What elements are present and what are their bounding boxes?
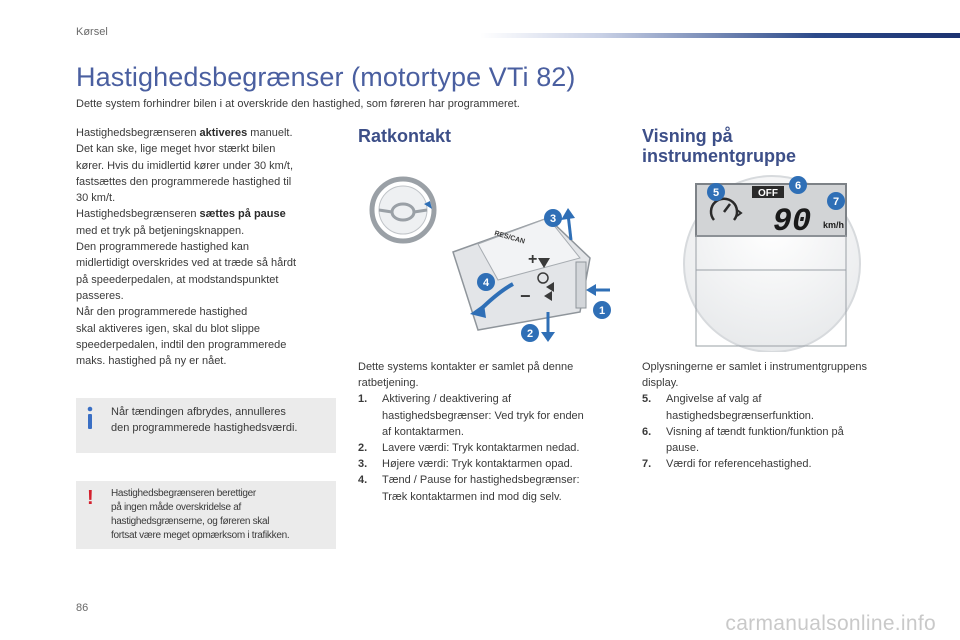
list-line: af kontaktarmen.: [382, 425, 464, 438]
callout-number: 4: [482, 277, 490, 289]
callout-1: [586, 284, 611, 319]
callout-5: [707, 183, 725, 201]
list-number: 4.: [358, 474, 368, 487]
heading-line: Visning på: [642, 126, 733, 146]
list-item: [358, 391, 620, 440]
body-line: Den programmerede hastighed kan: [76, 241, 250, 254]
steering-stalk-illustration: [358, 172, 620, 352]
callout-number: 5: [712, 187, 720, 199]
list-number: 6.: [642, 425, 652, 438]
list-number: 5.: [642, 393, 652, 406]
list-item: [642, 391, 904, 423]
body-line: passeres.: [76, 289, 124, 302]
ratkontakt-description: [358, 359, 620, 505]
list-line: hastighedsbegrænser: Ved tryk for enden: [382, 409, 584, 422]
section-header: Kørsel: [76, 26, 108, 38]
list-text: [666, 424, 844, 456]
body-line: Det kan ske, lige meget hvor stærkt bilen: [76, 143, 276, 156]
list-text: [382, 391, 584, 440]
desc-intro: Oplysningerne er samlet i instrumentgruppens: [642, 361, 868, 373]
list-line: Tænd / Pause for hastighedsbegrænser:: [382, 474, 580, 487]
body-line: kører. Hvis du imidlertid kører under 30 km/t,: [76, 159, 294, 172]
warning-line: på ingen måde overskridelse af: [111, 502, 241, 513]
desc-intro: display.: [642, 377, 679, 390]
heading-line: instrumentgruppe: [642, 146, 797, 166]
body-line: med et tryk på betjeningsknappen.: [76, 224, 245, 237]
page-title: Hastighedsbegrænser (motortype VTi 82): [76, 62, 576, 92]
callout-6: [789, 176, 807, 194]
res-can-label: RES/CAN: [493, 230, 526, 246]
page-number: 86: [76, 602, 89, 614]
speed-unit: km/h: [823, 220, 845, 230]
list-line: Lavere værdi: Tryk kontaktarmen nedad.: [382, 442, 580, 455]
warning-text: [111, 487, 289, 543]
body-line: [76, 125, 338, 141]
body-text: Hastighedsbegrænseren: [76, 208, 200, 221]
warning-note: [76, 481, 336, 549]
body-line: 30 km/t.: [76, 192, 116, 205]
body-line: maks. hastighed på ny er nået.: [76, 355, 227, 368]
off-label: OFF: [758, 188, 778, 199]
body-text: manuelt.: [247, 127, 293, 139]
list-line: Højere værdi: Tryk kontaktarmen opad.: [382, 458, 573, 471]
body-bold: sættes på pause: [199, 208, 286, 221]
warning-line: hastighedsgrænserne, og føreren skal: [111, 516, 270, 527]
info-line: Når tændingen afbrydes, annulleres: [111, 406, 286, 418]
info-icon: [85, 406, 95, 430]
instrument-display-illustration: [642, 172, 904, 352]
callout-number: 6: [794, 180, 802, 192]
list-item: [642, 456, 904, 472]
list-line: Angivelse af valg af: [666, 393, 762, 406]
visning-heading: [642, 126, 796, 166]
info-note: [76, 398, 336, 453]
list-line: Værdi for referencehastighed.: [666, 458, 812, 471]
list-item: [642, 424, 904, 456]
body-line: speederpedalen, indtil den programmerede: [76, 338, 287, 351]
callout-7: [827, 192, 845, 210]
body-line: på speederpedalen, at modstandspunktet: [76, 273, 279, 286]
info-text: [111, 404, 298, 436]
warning-line: Hastighedsbegrænseren berettiger: [111, 488, 256, 499]
list-line: pause.: [666, 442, 700, 455]
column-left-body: [76, 125, 338, 369]
visning-description: [642, 359, 904, 472]
list-line: Visning af tændt funktion/funktion på: [666, 425, 844, 438]
warning-line: fortsat være meget opmærksom i trafikken.: [111, 530, 290, 541]
list-number: 3.: [358, 458, 368, 471]
list-text: [666, 391, 814, 423]
minus-symbol: −: [520, 286, 531, 306]
list-line: hastighedsbegrænserfunktion.: [666, 409, 814, 422]
list-line: Aktivering / deaktivering af: [382, 393, 512, 406]
warning-icon: !: [87, 487, 94, 509]
body-line: midlertidigt overskrides ved at træde så hårdt: [76, 257, 297, 270]
callout-number: 7: [832, 196, 840, 208]
callout-number: 1: [598, 305, 606, 317]
desc-intro: Dette systems kontakter er samlet på denne: [358, 361, 574, 373]
list-item: [358, 472, 620, 504]
body-line: Når den programmerede hastighed: [76, 306, 248, 319]
desc-intro: ratbetjening.: [358, 377, 419, 390]
steering-wheel-icon: [372, 179, 434, 241]
body-line: skal aktiveres igen, skal du blot slippe: [76, 322, 261, 335]
body-bold: aktiveres: [199, 127, 248, 139]
callout-number: 3: [549, 213, 557, 225]
watermark: carmanualsonline.info: [725, 612, 936, 635]
body-line: [76, 206, 338, 222]
list-number: 2.: [358, 442, 368, 455]
ratkontakt-heading: Ratkontakt: [358, 126, 452, 146]
speed-value: 90: [772, 203, 812, 240]
list-number: 7.: [642, 458, 652, 471]
plus-symbol: +: [528, 251, 538, 268]
header-bar: [480, 33, 960, 38]
callout-number: 2: [526, 328, 534, 340]
intro-text: Dette system forhindrer bilen i at overskride den hastighed, som føreren har programmeret.: [76, 98, 520, 110]
list-item: [358, 456, 620, 472]
list-text: [382, 472, 580, 504]
list-item: [358, 440, 620, 456]
info-line: den programmerede hastighedsværdi.: [111, 422, 298, 434]
body-text: Hastighedsbegrænseren: [76, 127, 200, 139]
list-line: Træk kontaktarmen ind mod dig selv.: [382, 490, 562, 503]
body-line: fastsættes den programmerede hastighed til: [76, 175, 292, 188]
list-number: 1.: [358, 393, 368, 406]
